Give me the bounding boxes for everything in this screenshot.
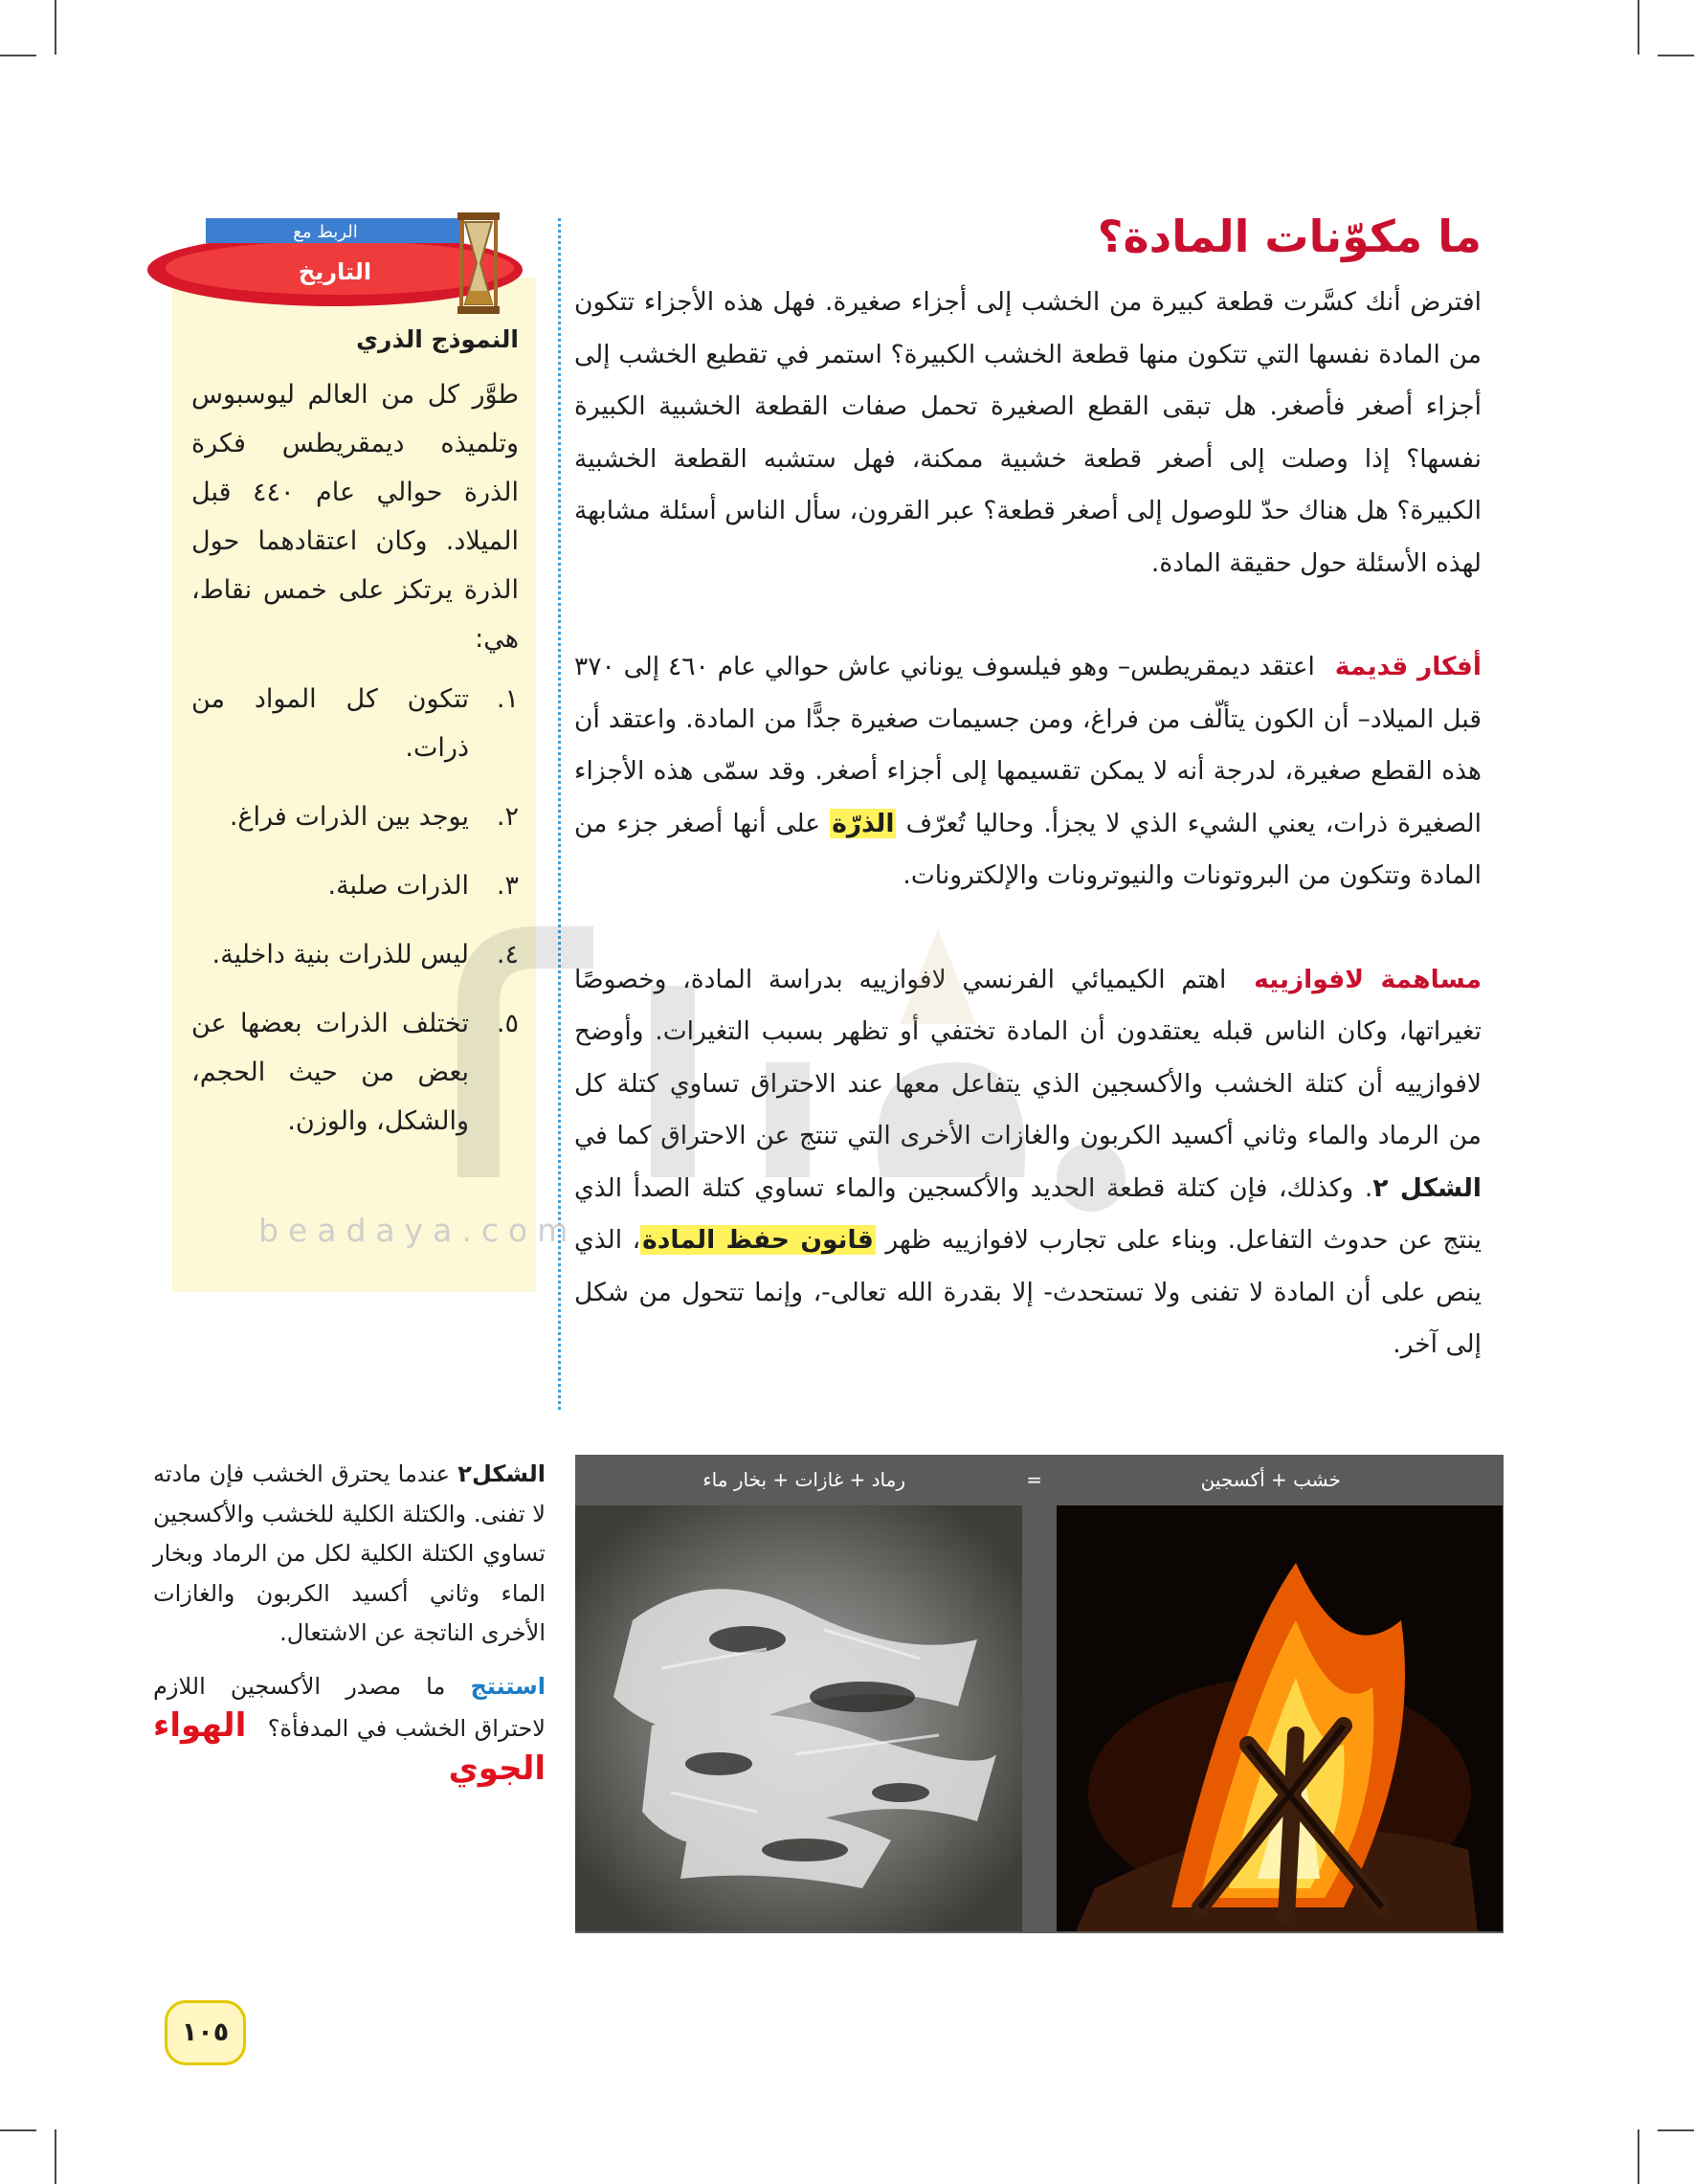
intro-paragraph: افترض أنك كسَّرت قطعة كبيرة من الخشب إلى أجزاء صغيرة. فهل هذه الأجزاء تتكون من المادة نفسها التي تتكون منها قطعة الخشب الكبيرة؟ استمر في تقطيع الخشب إلى أجزاء أصغر فأصغر. هل تبقى القطع الصغيرة تحمل صفات القطعة الخشبية الكبيرة نفسها؟ إذا وصلت إلى أصغر قطعة خشبية ممكنة، فهل ستشبه القطعة الخشبية الكبيرة؟ هل هناك حدّ للوصول إلى أصغر قطعة؟ عبر القرون، سأل الناس أسئلة مشابهة لهذه الأسئلة حول حقيقة المادة.	[574, 287, 1482, 578]
sidebar-point: ٤. ليس للذرات بنية داخلية.	[212, 940, 519, 969]
crop-mark-top-right-h	[1658, 55, 1694, 56]
ash-photo	[575, 1505, 1022, 1931]
atom-term: الذرّة	[832, 808, 895, 838]
page-number: ١٠٥	[165, 2000, 246, 2065]
handwritten-answer: الهواء الجوي	[153, 1706, 546, 1788]
ancient-ideas-heading: أفكار قديمة	[1334, 652, 1482, 681]
figure-right-label: خشب + أكسجين	[1200, 1468, 1341, 1491]
sidebar-intro: طوَّر كل من العالم ليوسبوس وتلميذه ديمقريطس فكرة الذرة حوالي عام ٤٤٠ قبل الميلاد. وكان اعتقادهما حول الذرة يرتكز على خمس نقاط، هي:	[191, 380, 519, 654]
caption-question: استنتج ما مصدر الأكسجين اللازم لاحتراق الخشب في المدفأة؟ الهواء الجوي	[153, 1672, 546, 1788]
crop-mark-top-left-h	[0, 55, 36, 56]
caption-label: الشكل٢	[457, 1460, 546, 1487]
crop-mark-bottom-right	[1638, 2129, 1639, 2184]
lavoisier-paragraph: مساهمة لافوازييه اهتم الكيميائي الفرنسي لافوازييه بدراسة المادة، وخصوصًا تغيراتها، وكان الناس قبله يعتقدون أن المادة تختفي أو تظهر بسبب التغيرات. وأوضح لافوازييه أن كتلة الخشب والأكسجين الذي يتفاعل معها عند الاحتراق تساوي كتلة كل من الرماد والماء وثاني أكسيد الكربون والغازات الأخرى التي تنتج عن الاحتراق كما في الشكل ٢. وكذلك، فإن كتلة قطعة الحديد والأكسجين والماء تساوي كتلة الصدأ الذي ينتج عن حدوث التفاعل. وبناء على تجارب لافوازييه ظهر قانون حفظ المادة، الذي ينص على أن المادة لا تفنى ولا تستحدث- إلا بقدرة الله تعالى-، وإنما تتحول من شكل إلى آخر.	[574, 964, 1482, 1359]
figure-equals: =	[1026, 1468, 1042, 1491]
watermark-text: beadaya.com	[258, 1212, 578, 1249]
figure-caption	[153, 1455, 546, 1792]
sidebar-point: ٢. يوجد بين الذرات فراغ.	[229, 802, 519, 832]
fire-photo	[1057, 1505, 1503, 1931]
banner-bottom-text: التاريخ	[298, 258, 372, 285]
crop-mark-top-left	[55, 0, 56, 55]
figure-equation-bar	[575, 1455, 1504, 1504]
sidebar-point: ١. تتكون كل المواد من ذرات.	[191, 684, 519, 763]
infer-label: استنتج	[470, 1672, 546, 1700]
crop-mark-bottom-right-h	[1658, 2129, 1694, 2131]
figure-left-label: رماد + غازات + بخار ماء	[702, 1468, 905, 1491]
sidebar-point: ٣. الذرات صلبة.	[327, 871, 519, 901]
figure-reference: الشكل ٢	[1372, 1172, 1482, 1203]
caption-text: الشكل٢ عندما يحترق الخشب فإن مادته لا تفنى. والكتلة الكلية للخشب والأكسجين تساوي الكتلة الكلية لكل من الرماد وبخار الماء وثاني أكسيد الكربون والغازات الأخرى الناتجة عن الاشتعال.	[153, 1460, 546, 1646]
history-connection-banner	[144, 211, 526, 316]
sidebar-title: النموذج الذري	[356, 325, 519, 353]
crop-mark-bottom-left	[55, 2129, 56, 2184]
conservation-law-term: قانون حفظ المادة	[642, 1225, 874, 1255]
banner-top-text: الربط مع	[293, 222, 358, 242]
crop-mark-top-right	[1638, 0, 1639, 55]
sidebar-point: ٥. تختلف الذرات بعضها عن بعض من حيث الحجم، والشكل، والوزن.	[191, 1009, 519, 1136]
lavoisier-heading: مساهمة لافوازييه	[1254, 964, 1482, 994]
page-title: ما مكوّنات المادة؟	[1097, 211, 1482, 262]
beadaya-watermark-logo	[364, 890, 1225, 1254]
figure-2	[575, 1455, 1504, 1933]
ancient-ideas-paragraph: أفكار قديمة اعتقد ديمقريطس– وهو فيلسوف يوناني عاش حوالي عام ٤٦٠ إلى ٣٧٠ قبل الميلاد– أن الكون يتألّف من فراغ، ومن جسيمات صغيرة جدًّا من المادة. واعتقد أن هذه القطع صغيرة، لدرجة أنه لا يمكن تقسيمها إلى أجزاء أصغر. وقد سمّى هذه الأجزاء الصغيرة ذرات، يعني الشيء الذي لا يجزأ. وحاليا تُعرّف الذرّة على أنها أصغر جزء من المادة وتتكون من البروتونات والنيوترونات والإلكترونات.	[574, 652, 1482, 890]
crop-mark-bottom-left-h	[0, 2129, 36, 2131]
